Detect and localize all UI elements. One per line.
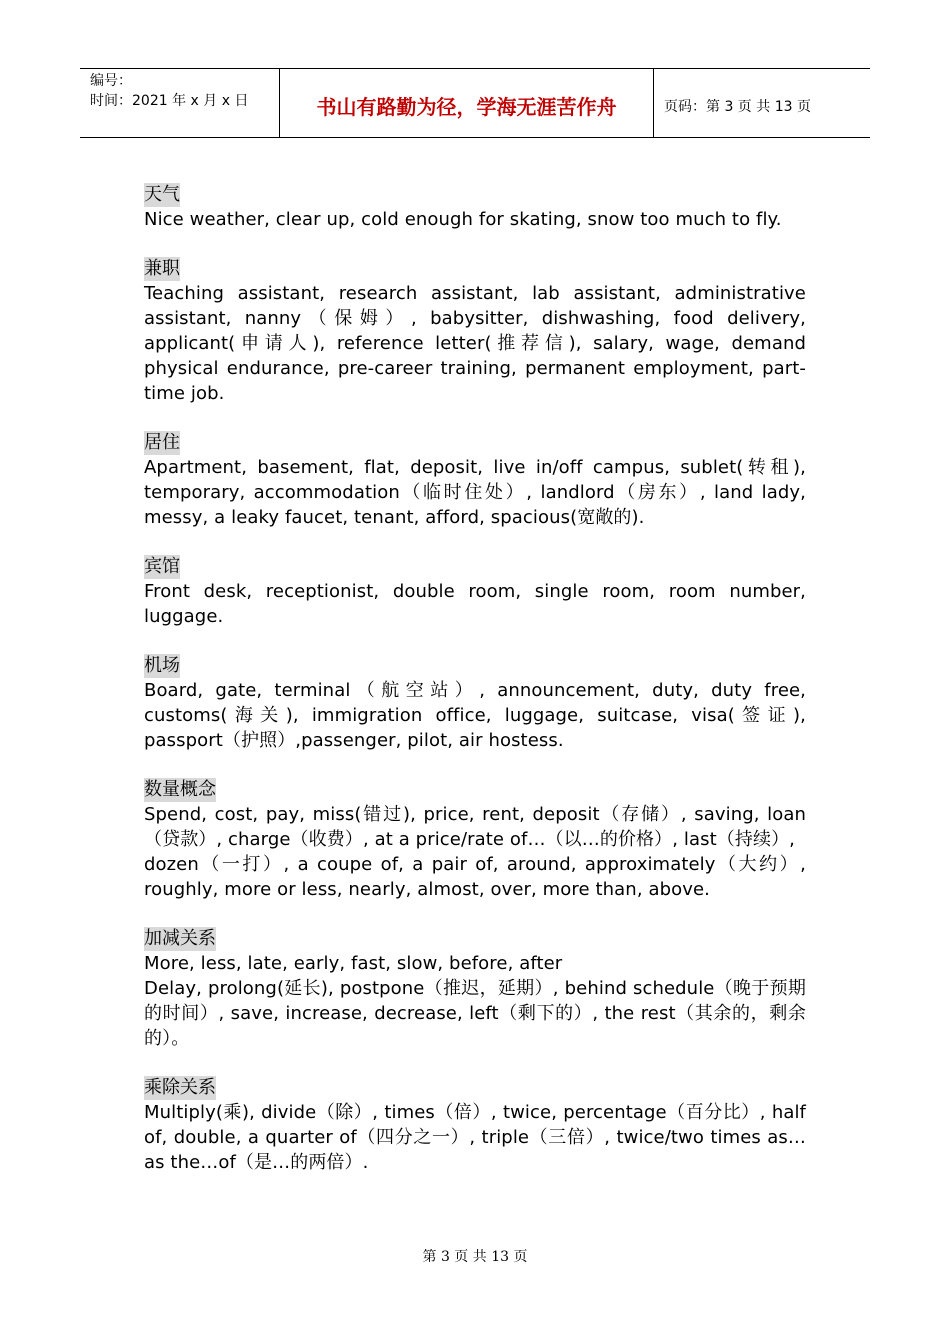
section-heading: 加减关系 <box>144 928 216 949</box>
section-body: Board, gate, terminal（航空站）, announcement, duty, duty free, customs(海关), immigration office, luggage, suitcase, visa(签证), passport（护照）,passenger, pilot, air hostess. <box>144 680 806 751</box>
section-body: Apartment, basement, flat, deposit, live in/off campus, sublet(转租), temporary, accommodation（临时住处）, landlord（房东）, land lady, messy, a leaky faucet, tenant, afford, spacious(宽敞的). <box>144 457 806 528</box>
section-body: Multiply(乘), divide（除）, times（倍）, twice, percentage（百分比）, half of, double, a quarter of（四分之一）, triple（三倍）, twice/two times as…as the…of（是…的两倍）. <box>144 1102 806 1173</box>
section-add-subtract <box>144 927 806 1051</box>
section-heading: 居住 <box>144 432 180 453</box>
section-housing <box>144 431 806 530</box>
section-heading: 乘除关系 <box>144 1077 216 1098</box>
section-heading: 天气 <box>144 184 180 205</box>
section-body: Spend, cost, pay, miss(错过), price, rent, deposit（存储）, saving, loan（贷款）, charge（收费）, at a price/rate of…（以…的价格）, last（持续）, dozen（一打）, a coupe of, a pair of, around, approximately（大约）, roughly, more or less, nearly, almost, over, more than, above. <box>144 804 806 900</box>
section-body: Front desk, receptionist, double room, single room, room number, luggage. <box>144 581 806 627</box>
header-meta <box>80 69 280 137</box>
header-motto: 书山有路勤为径，学海无涯苦作舟 <box>280 69 654 137</box>
section-part-time <box>144 257 806 406</box>
section-multiply-divide <box>144 1076 806 1175</box>
page-header <box>80 68 870 138</box>
section-heading: 机场 <box>144 655 180 676</box>
section-body: More, less, late, early, fast, slow, before, after Delay, prolong(延长), postpone（推迟，延期）, behind schedule（晚于预期的时间）, save, increase, decrease, left（剩下的）, the rest（其余的，剩余的）。 <box>144 953 806 1049</box>
document-date: 时间：2021 年 x 月 x 日 <box>90 93 249 109</box>
section-heading: 数量概念 <box>144 779 216 800</box>
section-heading: 宾馆 <box>144 556 180 577</box>
section-heading: 兼职 <box>144 258 180 279</box>
section-airport <box>144 654 806 753</box>
page-footer: 第 3 页 共 13 页 <box>422 1249 528 1265</box>
section-body: Teaching assistant, research assistant, lab assistant, administrative assistant, nanny（保姆）, babysitter, dishwashing, food delivery, applicant(申请人), reference letter(推荐信), salary, wage, demand physical endurance, pre-career training, permanent employment, part-time job. <box>144 283 806 404</box>
header-page-info: 页码：第 3 页 共 13 页 <box>664 99 811 115</box>
document-content <box>144 183 806 1200</box>
section-body: Nice weather, clear up, cold enough for skating, snow too much to fly. <box>144 209 782 230</box>
document-number-label: 编号： <box>90 73 132 89</box>
section-hotel <box>144 555 806 629</box>
section-weather <box>144 183 806 232</box>
section-quantity <box>144 778 806 902</box>
